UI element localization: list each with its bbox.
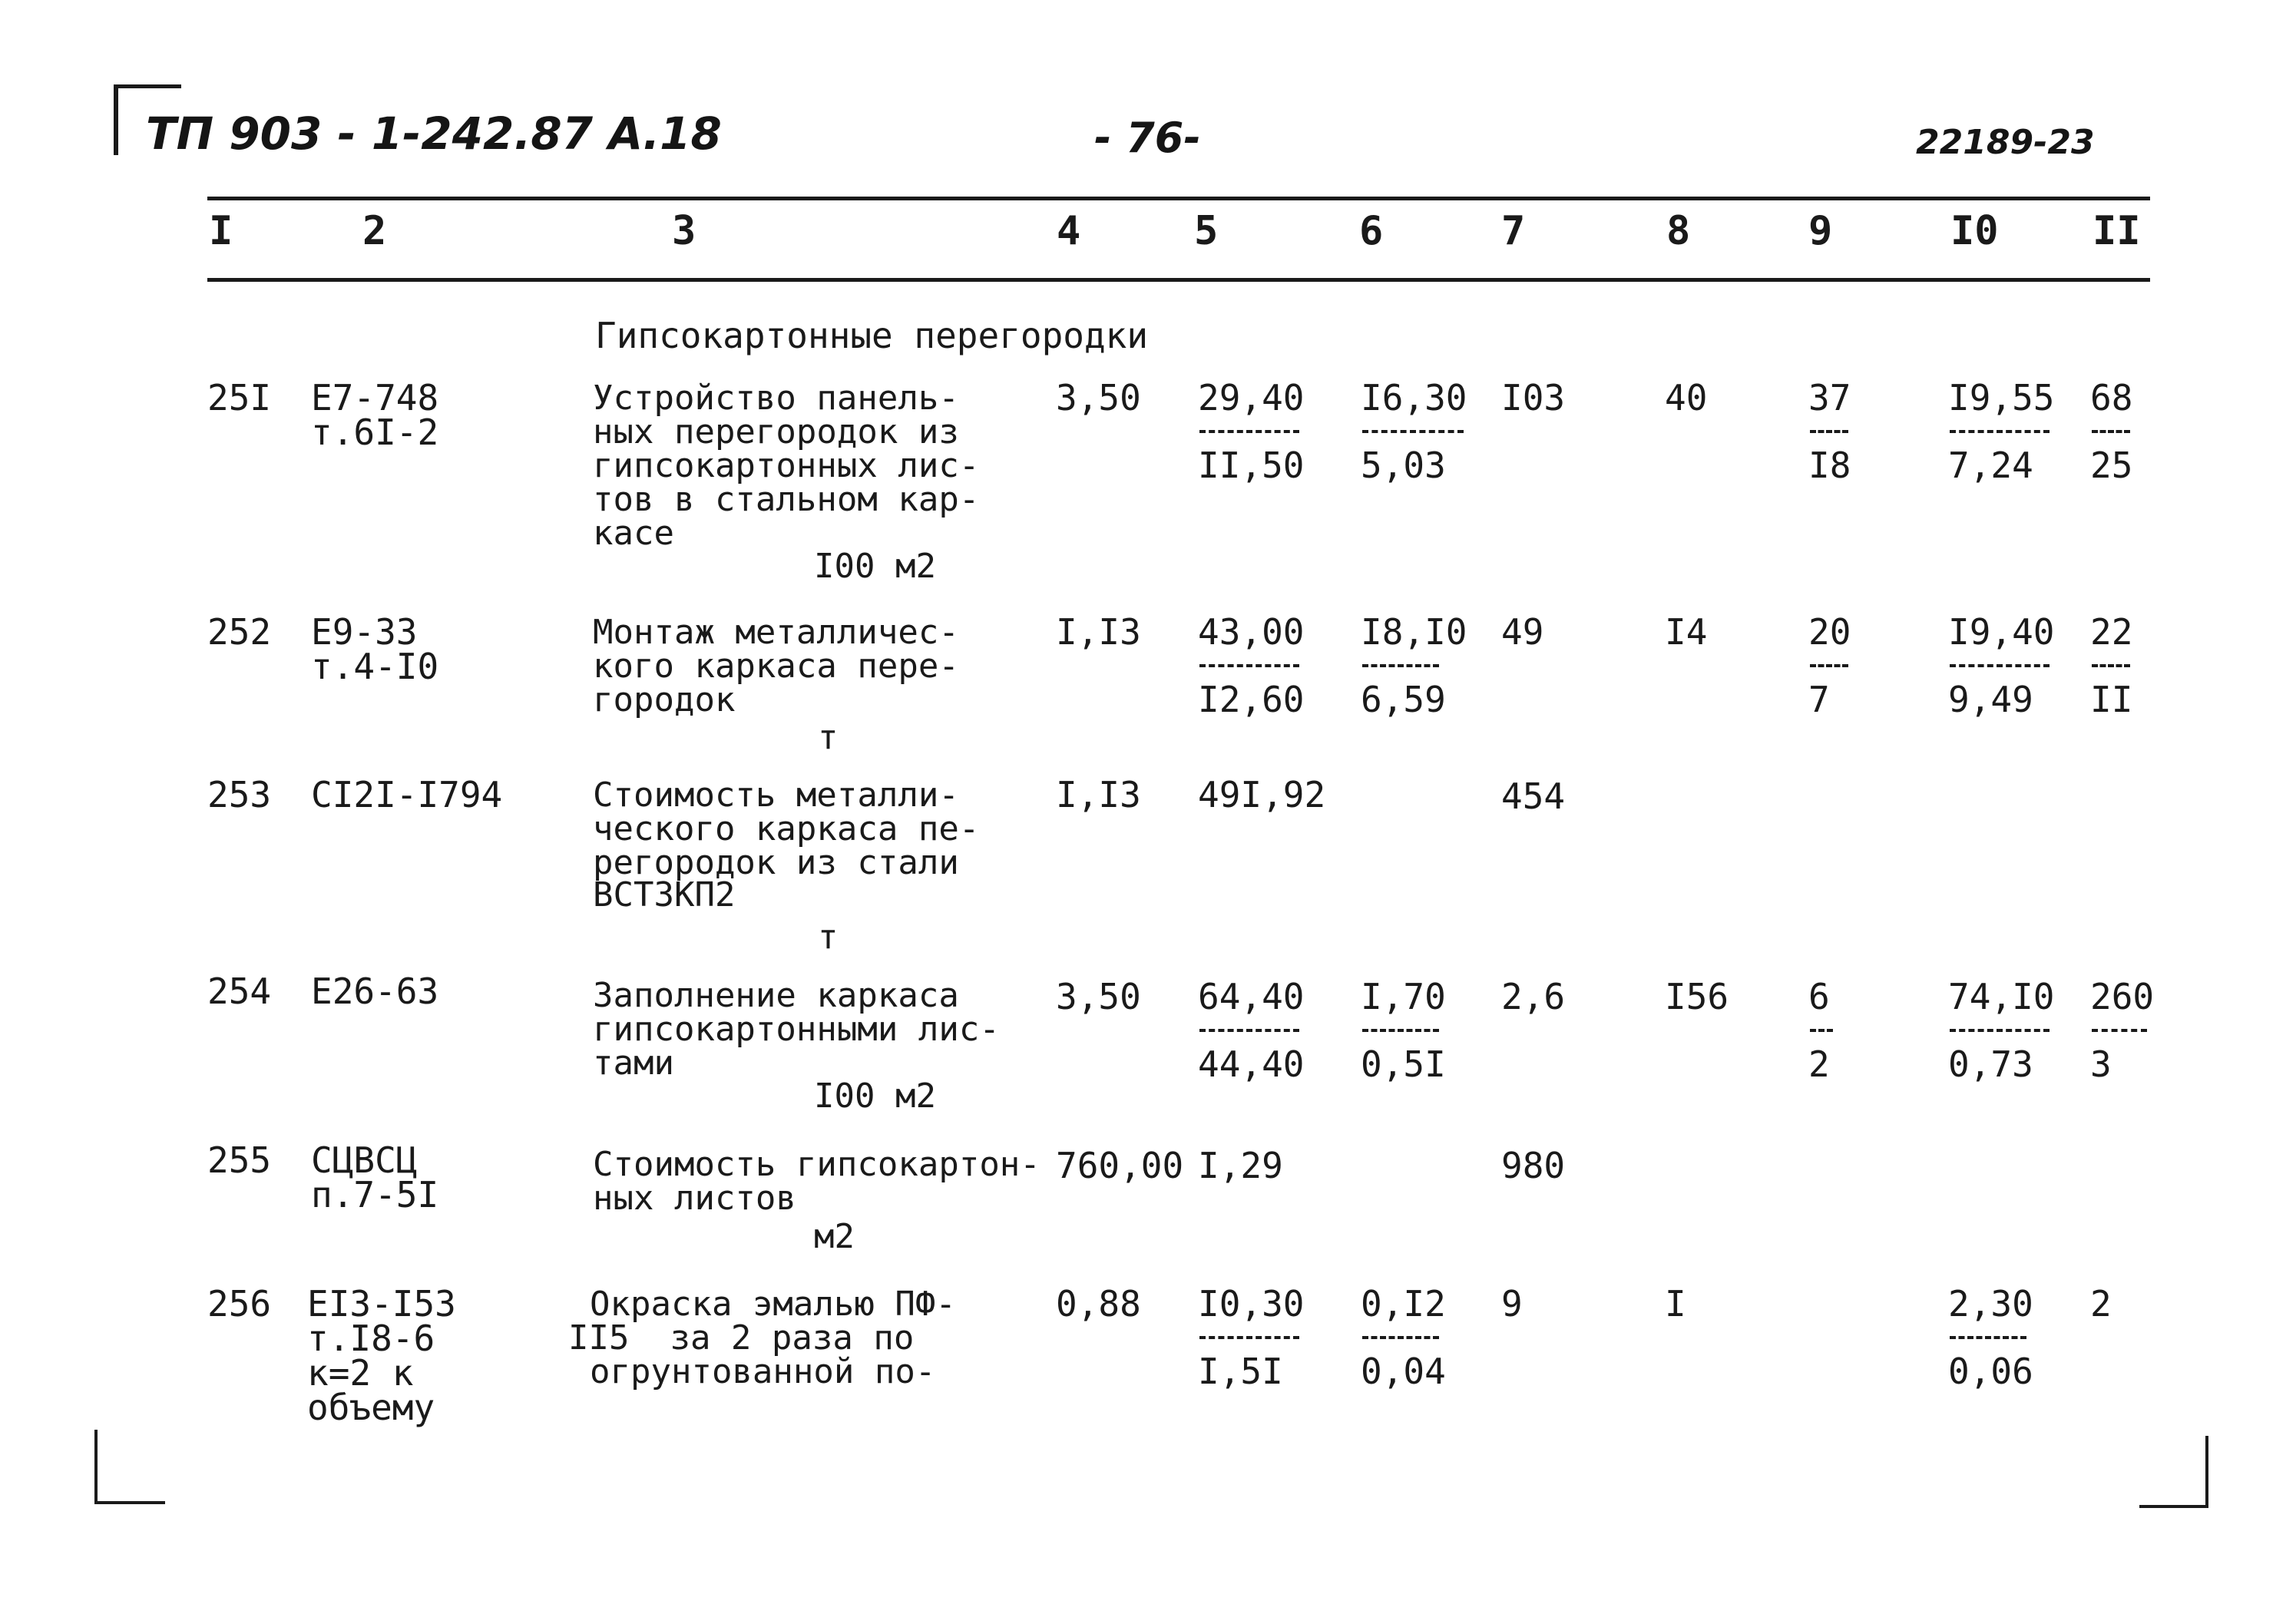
- fraction-bar: [1362, 1029, 1439, 1032]
- col9-bottom: I8: [1808, 445, 1851, 486]
- frame-corner-bottom-left-vertical: [94, 1430, 98, 1503]
- machine-wages: 0,04: [1361, 1351, 1446, 1392]
- column-header: I0: [1950, 208, 1999, 254]
- work-description-line: огрунтованной по-: [590, 1352, 936, 1391]
- col8-value: 40: [1665, 377, 1708, 418]
- col7-value: 9: [1501, 1283, 1523, 1325]
- fraction-bar: [1950, 1336, 2026, 1339]
- measure-unit: т: [818, 918, 839, 957]
- col7-value: 454: [1501, 776, 1566, 817]
- page-number: - 76-: [1094, 114, 1201, 162]
- col7-value: I03: [1501, 377, 1566, 418]
- fraction-bar: [1199, 1029, 1299, 1032]
- norm-code: т.6I-2: [311, 412, 439, 453]
- fraction-bar: [1810, 430, 1848, 433]
- column-header: 9: [1808, 208, 1833, 254]
- norm-code: т.I8-6: [307, 1318, 435, 1359]
- col11-bottom: 3: [2090, 1043, 2112, 1085]
- work-description-line: ческого каркаса пе-: [593, 809, 980, 848]
- norm-code: к=2 к: [307, 1352, 414, 1394]
- row-number: 256: [207, 1283, 272, 1325]
- row-number: 252: [207, 611, 272, 653]
- quantity: I,I3: [1056, 611, 1141, 653]
- machine-cost: I,70: [1361, 976, 1446, 1017]
- norm-code: т.4-I0: [311, 646, 439, 687]
- column-header: 5: [1194, 208, 1219, 254]
- fraction-bar: [1362, 1336, 1439, 1339]
- machine-wages: 5,03: [1361, 445, 1446, 486]
- work-description-line: городок: [593, 680, 736, 719]
- col10-bottom: 9,49: [1948, 679, 2033, 720]
- fraction-bar: [1950, 1029, 2050, 1032]
- col9-top: 6: [1808, 976, 1830, 1017]
- quantity: 3,50: [1056, 976, 1141, 1017]
- row-number: 255: [207, 1139, 272, 1181]
- column-header: 3: [672, 208, 696, 254]
- col7-value: 2,6: [1501, 976, 1566, 1017]
- column-header: II: [2093, 208, 2141, 254]
- fraction-bar: [1199, 430, 1299, 433]
- unit-cost-total: 43,00: [1198, 611, 1305, 653]
- col9-top: 37: [1808, 377, 1851, 418]
- unit-cost-wages: I2,60: [1198, 679, 1305, 720]
- work-description-line: гипсокартонными лис-: [593, 1010, 1000, 1049]
- header-bottom-rule: [207, 278, 2150, 282]
- fraction-bar: [1950, 664, 2050, 667]
- fraction-bar: [1362, 430, 1464, 433]
- row-number: 254: [207, 971, 272, 1012]
- measure-unit: м2: [814, 1217, 855, 1256]
- unit-cost-total: I,29: [1198, 1145, 1283, 1186]
- column-header: 4: [1057, 208, 1081, 254]
- column-header: 8: [1666, 208, 1691, 254]
- unit-cost-total: 64,40: [1198, 976, 1305, 1017]
- quantity: 760,00: [1056, 1145, 1184, 1186]
- unit-cost-total: I0,30: [1198, 1283, 1305, 1325]
- work-description-line: ных перегородок из: [593, 412, 959, 451]
- measure-unit: I00 м2: [814, 1076, 936, 1116]
- work-description-line: гипсокартонных лис-: [593, 446, 980, 485]
- work-description-line: II5 за 2 раза по: [568, 1318, 915, 1358]
- row-number: 25I: [207, 377, 272, 418]
- column-header: 6: [1359, 208, 1384, 254]
- quantity: 3,50: [1056, 377, 1141, 418]
- fraction-bar: [1362, 664, 1439, 667]
- col10-top: 2,30: [1948, 1283, 2033, 1325]
- col10-bottom: 0,73: [1948, 1043, 2033, 1085]
- doc-code: ТП 903 - 1-242.87 А.18: [146, 107, 722, 160]
- fraction-bar: [1810, 1029, 1833, 1032]
- fraction-bar: [2092, 1029, 2147, 1032]
- col11-value: 2: [2090, 1283, 2112, 1325]
- frame-corner-bottom-right-vertical: [2205, 1436, 2208, 1508]
- work-description-line: Стоимость металли-: [593, 776, 959, 815]
- column-header: 2: [362, 208, 387, 254]
- frame-corner-bottom-left-horizontal: [94, 1501, 165, 1504]
- col10-top: I9,55: [1948, 377, 2055, 418]
- section-title: Гипсокартонные перегородки: [595, 315, 1149, 356]
- col8-value: I: [1665, 1283, 1686, 1325]
- work-description-line: Устройство панель-: [593, 379, 959, 418]
- fraction-bar: [1950, 430, 2050, 433]
- norm-code: Е26-63: [311, 971, 439, 1012]
- unit-cost-total: 29,40: [1198, 377, 1305, 418]
- header-top-rule: [207, 197, 2150, 200]
- col11-bottom: II: [2090, 679, 2133, 720]
- work-description-line: Окраска эмалью ПФ-: [590, 1285, 956, 1324]
- work-description-line: Заполнение каркаса: [593, 976, 959, 1015]
- norm-code: СI2I-I794: [311, 774, 503, 815]
- fraction-bar: [1810, 664, 1848, 667]
- frame-corner-top-left-vertical: [114, 84, 118, 155]
- machine-wages: 0,5I: [1361, 1043, 1446, 1085]
- work-description-line: тов в стальном кар-: [593, 480, 980, 519]
- fraction-bar: [1199, 664, 1299, 667]
- work-description-line: ВСТ3КП2: [593, 875, 736, 914]
- col8-value: I4: [1665, 611, 1708, 653]
- norm-code: объему: [307, 1387, 435, 1428]
- norm-code: ЕI3-I53: [307, 1283, 456, 1325]
- work-description-line: касе: [593, 514, 674, 553]
- work-description-line: тами: [593, 1043, 674, 1083]
- quantity: 0,88: [1056, 1283, 1141, 1325]
- col11-top: 68: [2090, 377, 2133, 418]
- quantity: I,I3: [1056, 774, 1141, 815]
- col11-top: 260: [2090, 976, 2155, 1017]
- column-header: 7: [1501, 208, 1526, 254]
- col8-value: I56: [1665, 976, 1729, 1017]
- fraction-bar: [2092, 430, 2130, 433]
- unit-cost-wages: I,5I: [1198, 1351, 1283, 1392]
- col11-bottom: 25: [2090, 445, 2133, 486]
- machine-cost: I8,I0: [1361, 611, 1467, 653]
- frame-corner-bottom-right-horizontal: [2139, 1505, 2208, 1508]
- col10-bottom: 0,06: [1948, 1351, 2033, 1392]
- fraction-bar: [1199, 1336, 1299, 1339]
- norm-code: СЦВСЦ: [311, 1139, 418, 1181]
- col10-bottom: 7,24: [1948, 445, 2033, 486]
- col11-top: 22: [2090, 611, 2133, 653]
- column-header: I: [209, 208, 233, 254]
- col10-top: I9,40: [1948, 611, 2055, 653]
- norm-code: п.7-5I: [311, 1174, 439, 1215]
- col7-value: 49: [1501, 611, 1544, 653]
- row-number: 253: [207, 774, 272, 815]
- machine-cost: 0,I2: [1361, 1283, 1446, 1325]
- work-description-line: кого каркаса пере-: [593, 647, 959, 686]
- col9-top: 20: [1808, 611, 1851, 653]
- machine-cost: I6,30: [1361, 377, 1467, 418]
- fraction-bar: [2092, 664, 2130, 667]
- col9-bottom: 7: [1808, 679, 1830, 720]
- work-description-line: Стоимость гипсокартон-: [593, 1145, 1040, 1184]
- work-description-line: регородок из стали: [593, 843, 959, 882]
- unit-cost-wages: II,50: [1198, 445, 1305, 486]
- norm-code: Е7-748: [311, 377, 439, 418]
- measure-unit: т: [818, 718, 839, 757]
- work-description-line: Монтаж металличес-: [593, 613, 959, 652]
- unit-cost-wages: 44,40: [1198, 1043, 1305, 1085]
- work-description-line: ных листов: [593, 1179, 796, 1218]
- frame-corner-top-left-horizontal: [114, 84, 181, 88]
- measure-unit: I00 м2: [814, 547, 936, 586]
- machine-wages: 6,59: [1361, 679, 1446, 720]
- norm-code: Е9-33: [311, 611, 418, 653]
- col7-value: 980: [1501, 1145, 1566, 1186]
- unit-cost-total: 49I,92: [1198, 774, 1326, 815]
- col10-top: 74,I0: [1948, 976, 2055, 1017]
- sheet-code: 22189-23: [1916, 123, 2095, 162]
- col9-bottom: 2: [1808, 1043, 1830, 1085]
